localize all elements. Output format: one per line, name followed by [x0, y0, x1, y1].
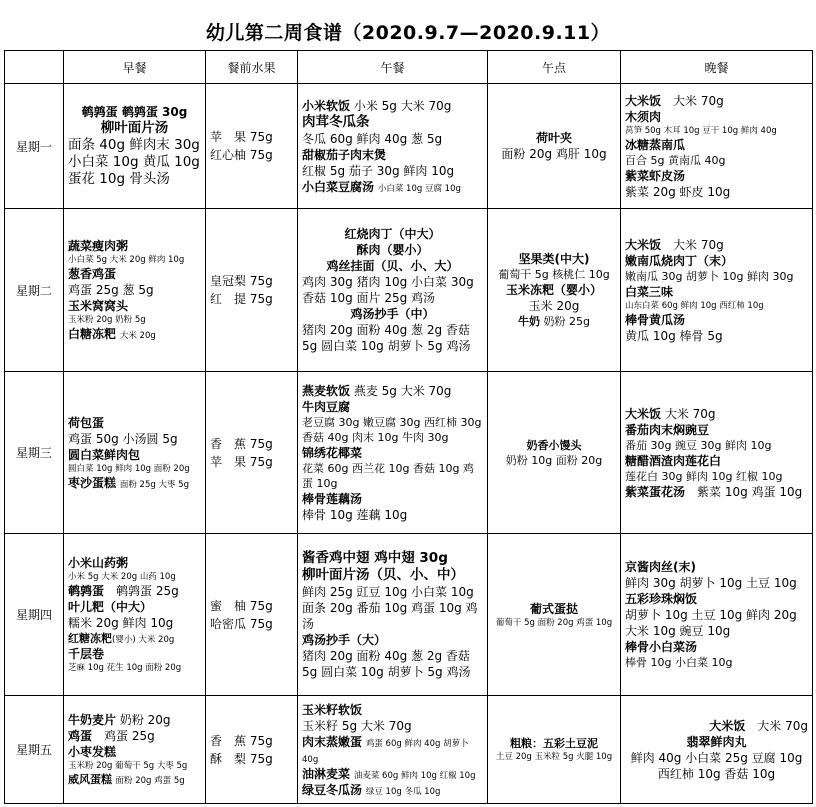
dish-ingredients: 大米 70g [664, 406, 716, 421]
dish-name: 柳叶面片汤（贝、小、中） [302, 566, 464, 583]
fruit-cell [206, 372, 298, 534]
fruit-cell [206, 696, 298, 804]
dish-ingredients: 圆白菜 10g 鲜肉 10g 面粉 20g [68, 463, 190, 474]
dish-ingredients: 红椒 5g 茄子 30g 鲜肉 10g [302, 163, 455, 178]
snack-cell [488, 84, 621, 209]
dish-name: 冰糖蒸南瓜 [625, 137, 686, 152]
dinner-cell [621, 534, 813, 696]
dish-ingredients: 鸡蛋 25g 葱 5g [68, 283, 154, 297]
dish-ingredients: 面粉 20g 鸡蛋 5g [115, 776, 185, 786]
dish-name: 牛奶 [518, 315, 540, 328]
snack-cell [488, 209, 621, 372]
dish-name: 红糖冻粑 [68, 632, 112, 645]
dish-name: 玉米籽软饭 [302, 702, 363, 717]
dish-name: 牛肉豆腐 [302, 399, 351, 414]
dish-ingredients: 葡萄干 5g 核桃仁 10g [498, 268, 610, 281]
dish-name: 牛奶麦片 [68, 713, 117, 727]
header-fruit: 餐前水果 [206, 51, 298, 84]
fruit-item: 哈密瓜 75g [210, 616, 273, 631]
dish-ingredients: 老豆腐 30g 嫩豆腐 30g 西红柿 30g 香菇 40g 肉末 10g 牛肉 30g [302, 415, 482, 444]
dish-name: 棒骨莲藕汤 [302, 491, 363, 506]
dish-ingredients: 鸡蛋 25g [104, 729, 155, 743]
dish-ingredients: 鲜肉 30g 胡萝卜 10g 土豆 10g [625, 576, 797, 590]
header-lunch: 午餐 [298, 51, 488, 84]
dish-name: 鸡汤抄手（大） [302, 632, 387, 647]
dish-ingredients: 芝麻 10g 花生 10g 面粉 20g [68, 663, 182, 673]
dish-name: 棒骨小白菜汤 [625, 640, 698, 654]
dish-name: 翡翠鲜肉丸 [686, 734, 747, 749]
dish-ingredients: 鲜肉 40g 小白菜 25g 豆腐 10g 西红柿 10g 香菇 10g [630, 750, 803, 781]
dish-name: 紫菜蛋花汤 [625, 484, 686, 499]
dish-ingredients: 奶粉 10g 面粉 20g [505, 453, 603, 467]
dish-name: 奶香小馒头 [526, 438, 582, 452]
lunch-cell [298, 372, 488, 534]
lunch-cell [298, 209, 488, 372]
dish-ingredients: 鸡中翅 30g [374, 549, 448, 566]
dish-ingredients: 玉米籽 5g 大米 70g [302, 718, 412, 733]
dish-ingredients: 鸡肉 30g 猪肉 10g 小白菜 30g 香菇 10g 面片 25g 鸡汤 [302, 275, 474, 305]
dish-ingredients: 紫菜 20g 虾皮 10g [625, 184, 731, 199]
dish-ingredients: 猪肉 20g 面粉 40g 葱 2g 香菇 5g 圆白菜 10g 胡萝卜 5g 鸡汤 [302, 648, 471, 679]
dish-name: 鸡汤抄手（中） [350, 307, 435, 321]
dish-ingredients: 小白菜 10g 豆腐 10g [377, 183, 461, 194]
dish-ingredients: 鲜肉 25g 豇豆 10g 小白菜 10g 面条 20g 番茄 10g 鸡蛋 10g 鸡汤 [302, 584, 478, 631]
dish-ingredients: 山东白菜 60g 鲜肉 10g 西红柿 10g [625, 300, 764, 311]
dish-name: 大米饭 [625, 406, 662, 421]
dish-ingredients: 黄瓜 10g 棒骨 5g [625, 328, 723, 343]
dinner-cell [621, 209, 813, 372]
dish-ingredients: 土豆 20g 玉米粒 5g 火腿 10g [495, 752, 613, 762]
day-row-thursday [5, 534, 813, 696]
dish-name: 叶儿粑（中大） [68, 600, 153, 614]
dish-name: 葡式蛋挞 [529, 601, 578, 616]
dish-name: 番茄肉末焖豌豆 [625, 422, 710, 437]
dish-name: 木须肉 [625, 109, 662, 124]
dish-name: 千层卷 [68, 647, 105, 661]
dinner-cell [621, 372, 813, 534]
dish-name: 荷包蛋 [68, 415, 105, 430]
dish-ingredients: (婴小) 大米 20g [112, 635, 175, 645]
dish-ingredients: 猪肉 20g 面粉 40g 葱 2g 香菇 5g 圆白菜 10g 胡萝卜 5g 鸡汤 [302, 323, 471, 353]
day-label: 星期三 [5, 372, 64, 534]
fruit-cell [206, 209, 298, 372]
dish-ingredients: 奶粉 20g [119, 713, 171, 727]
dish-ingredients: 奶粉 25g [543, 315, 590, 328]
dish-ingredients: 油麦菜 60g 鲜肉 10g 红椒 10g [353, 770, 476, 781]
dish-name: 小米山药粥 [68, 556, 129, 570]
fruit-item: 香 蕉 75g [210, 733, 273, 748]
dinner-cell [621, 84, 813, 209]
dish-name: 紫菜虾皮汤 [625, 168, 686, 183]
dish-ingredients: 紫菜 10g 鸡蛋 10g [697, 484, 803, 499]
day-row-wednesday [5, 372, 813, 534]
dish-name: 肉茸冬瓜条 [302, 113, 370, 130]
dish-name: 玉米窝窝头 [68, 299, 129, 313]
fruit-item: 香 蕉 75g [210, 436, 273, 451]
fruit-item: 皇冠梨 75g [210, 274, 273, 288]
fruit-item: 红心柚 75g [210, 148, 273, 162]
lunch-cell [298, 696, 488, 804]
breakfast-cell [64, 372, 206, 534]
dish-ingredients: 鸡蛋 50g 小汤圆 5g [68, 431, 178, 446]
fruit-item: 酥 梨 75g [210, 751, 273, 766]
dish-ingredients: 玉米粉 20g 葡萄干 5g 大枣 5g [68, 761, 188, 771]
dish-name: 小白菜豆腐汤 [302, 179, 375, 194]
dish-name: 肉末蒸嫩蛋 [302, 734, 363, 749]
dish-name: 白菜三味 [625, 284, 674, 299]
page-title: 幼儿第二周食谱（2020.9.7—2020.9.11） [205, 22, 611, 44]
dish-name: 嫩南瓜烧肉丁（末） [625, 253, 734, 268]
day-row-friday [5, 696, 813, 804]
dish-name: 棒骨黄瓜汤 [625, 312, 686, 327]
fruit-item: 红 提 75g [210, 292, 273, 306]
header-breakfast: 早餐 [64, 51, 206, 84]
day-row-tuesday [5, 209, 813, 372]
dish-name: 柳叶面片汤 [100, 120, 169, 136]
day-label: 星期四 [5, 534, 64, 696]
dish-ingredients: 嫩南瓜 30g 胡萝卜 10g 鲜肉 30g [625, 269, 794, 283]
day-label: 星期五 [5, 696, 64, 804]
dish-name: 红烧肉丁（中大） [344, 227, 441, 241]
breakfast-cell [64, 209, 206, 372]
dish-name: 威风蛋糕 [68, 773, 112, 786]
dish-name: 荷叶夹 [535, 131, 572, 145]
dish-name: 鹌鹑蛋 [68, 584, 105, 598]
dish-ingredients: 大米 70g [673, 237, 724, 252]
dish-ingredients: 胡萝卜 10g 土豆 10g 鲜肉 20g 大米 10g 豌豆 10g [625, 608, 797, 638]
dish-name: 糖醋酒渣肉莲花白 [625, 453, 722, 468]
dish-ingredients: 小米 5g 大米 20g 山药 10g [68, 572, 176, 582]
dish-name: 鸡蛋 [68, 729, 93, 743]
dish-ingredients: 糯米 20g 鲜肉 10g [68, 616, 174, 630]
lunch-cell [298, 534, 488, 696]
dish-name: 锦绣花椰菜 [302, 445, 363, 460]
dish-ingredients: 玉米粉 20g 奶粉 5g [68, 315, 146, 325]
dish-name: 坚果类(中大) [518, 252, 590, 266]
dish-name: 酥肉（婴小） [356, 243, 429, 257]
fruit-item: 蜜 柚 75g [210, 598, 273, 613]
dish-name: 枣沙蛋糕 [68, 475, 117, 490]
dish-ingredients: 冬瓜 60g 鲜肉 40g 葱 5g [302, 131, 443, 146]
dish-ingredients: 莲花白 30g 鲜肉 10g 红椒 10g [625, 469, 783, 483]
day-row-monday [5, 84, 813, 209]
snack-cell [488, 696, 621, 804]
dish-ingredients: 面条 40g 鲜肉末 30g 小白菜 10g 黄瓜 10g 蛋花 10g 骨头汤 [68, 137, 200, 187]
breakfast-cell [64, 696, 206, 804]
header-snack: 午点 [488, 51, 621, 84]
fruit-item: 苹 果 75g [210, 130, 273, 144]
dish-ingredients: 花菜 60g 西兰花 10g 香菇 10g 鸡蛋 10g [302, 461, 474, 490]
dish-ingredients: 葡萄干 5g 面粉 20g 鸡蛋 10g [495, 617, 613, 628]
dish-ingredients: 小白菜 5g 大米 20g 鲜肉 10g [68, 255, 185, 265]
dish-name: 绿豆冬瓜汤 [302, 782, 363, 797]
dish-name: 蔬菜瘦肉粥 [68, 239, 129, 253]
lunch-cell [298, 84, 488, 209]
breakfast-cell [64, 534, 206, 696]
dish-name: 小枣发糕 [68, 745, 117, 759]
fruit-cell [206, 84, 298, 209]
dish-ingredients: 玉米 20g [528, 299, 580, 313]
dish-name: 甜椒茄子肉末煲 [302, 147, 387, 162]
dish-ingredients: 大米 70g [673, 93, 724, 108]
dinner-cell [621, 696, 813, 804]
dish-name: 圆白菜鲜肉包 [68, 447, 141, 462]
dish-name: 玉米冻粑（婴小） [505, 283, 602, 297]
dish-name: 小米软饭 [302, 98, 351, 113]
fruit-cell [206, 534, 298, 696]
dish-ingredients: 鸡蛋 60g 鲜肉 40g 胡萝卜 40g [302, 738, 469, 765]
dish-ingredients: 鹌鹑蛋 25g [116, 584, 179, 598]
dish-ingredients: 小米 5g 大米 70g [353, 98, 452, 113]
snack-cell [488, 534, 621, 696]
dish-ingredients: 面粉 20g 鸡肝 10g [501, 147, 607, 161]
fruit-item: 苹 果 75g [210, 454, 273, 469]
dish-ingredients: 面粉 25g 大枣 5g [119, 479, 189, 490]
dish-name: 五彩珍珠焖饭 [625, 592, 698, 606]
dish-ingredients: 绿豆 10g 冬瓜 10g [365, 786, 441, 797]
header-dinner: 晚餐 [621, 51, 813, 84]
dish-name: 白糖冻粑 [68, 327, 117, 341]
dish-name: 大米饭 [709, 718, 746, 733]
header-row [5, 51, 813, 84]
dish-ingredients: 百合 5g 黄南瓜 40g [625, 153, 726, 167]
day-label: 星期一 [5, 84, 64, 209]
dish-name: 葱香鸡蛋 [68, 267, 117, 281]
dish-ingredients: 大米 70g [757, 718, 808, 733]
dish-name: 大米饭 [625, 237, 662, 252]
dish-name: 粗粮：五彩土豆泥 [510, 737, 598, 750]
dish-ingredients: 大米 20g [119, 331, 156, 341]
breakfast-cell [64, 84, 206, 209]
dish-name: 酱香鸡中翅 [302, 549, 370, 566]
menu-table [4, 50, 813, 804]
snack-cell [488, 372, 621, 534]
dish-name: 油淋麦菜 [302, 766, 351, 781]
dish-ingredients: 棒骨 10g 莲藕 10g [302, 507, 408, 522]
dish-ingredients: 棒骨 10g 小白菜 10g [625, 656, 733, 669]
dish-name: 鸡丝挂面（贝、小、大） [326, 259, 459, 273]
dish-name: 京酱肉丝(末) [625, 560, 696, 574]
dish-ingredients: 燕麦 5g 大米 70g [353, 383, 452, 398]
dish-ingredients: 番茄 30g 豌豆 30g 鲜肉 10g [625, 438, 772, 452]
header-corner [5, 51, 64, 84]
day-label: 星期二 [5, 209, 64, 372]
dish-name: 大米饭 [625, 93, 662, 108]
dish-name: 燕麦软饭 [302, 383, 351, 398]
dish-ingredients: 莴笋 50g 木耳 10g 豆干 10g 鲜肉 40g [625, 125, 777, 136]
dish-name: 鹌鹑蛋 鹌鹑蛋 30g [81, 105, 188, 119]
